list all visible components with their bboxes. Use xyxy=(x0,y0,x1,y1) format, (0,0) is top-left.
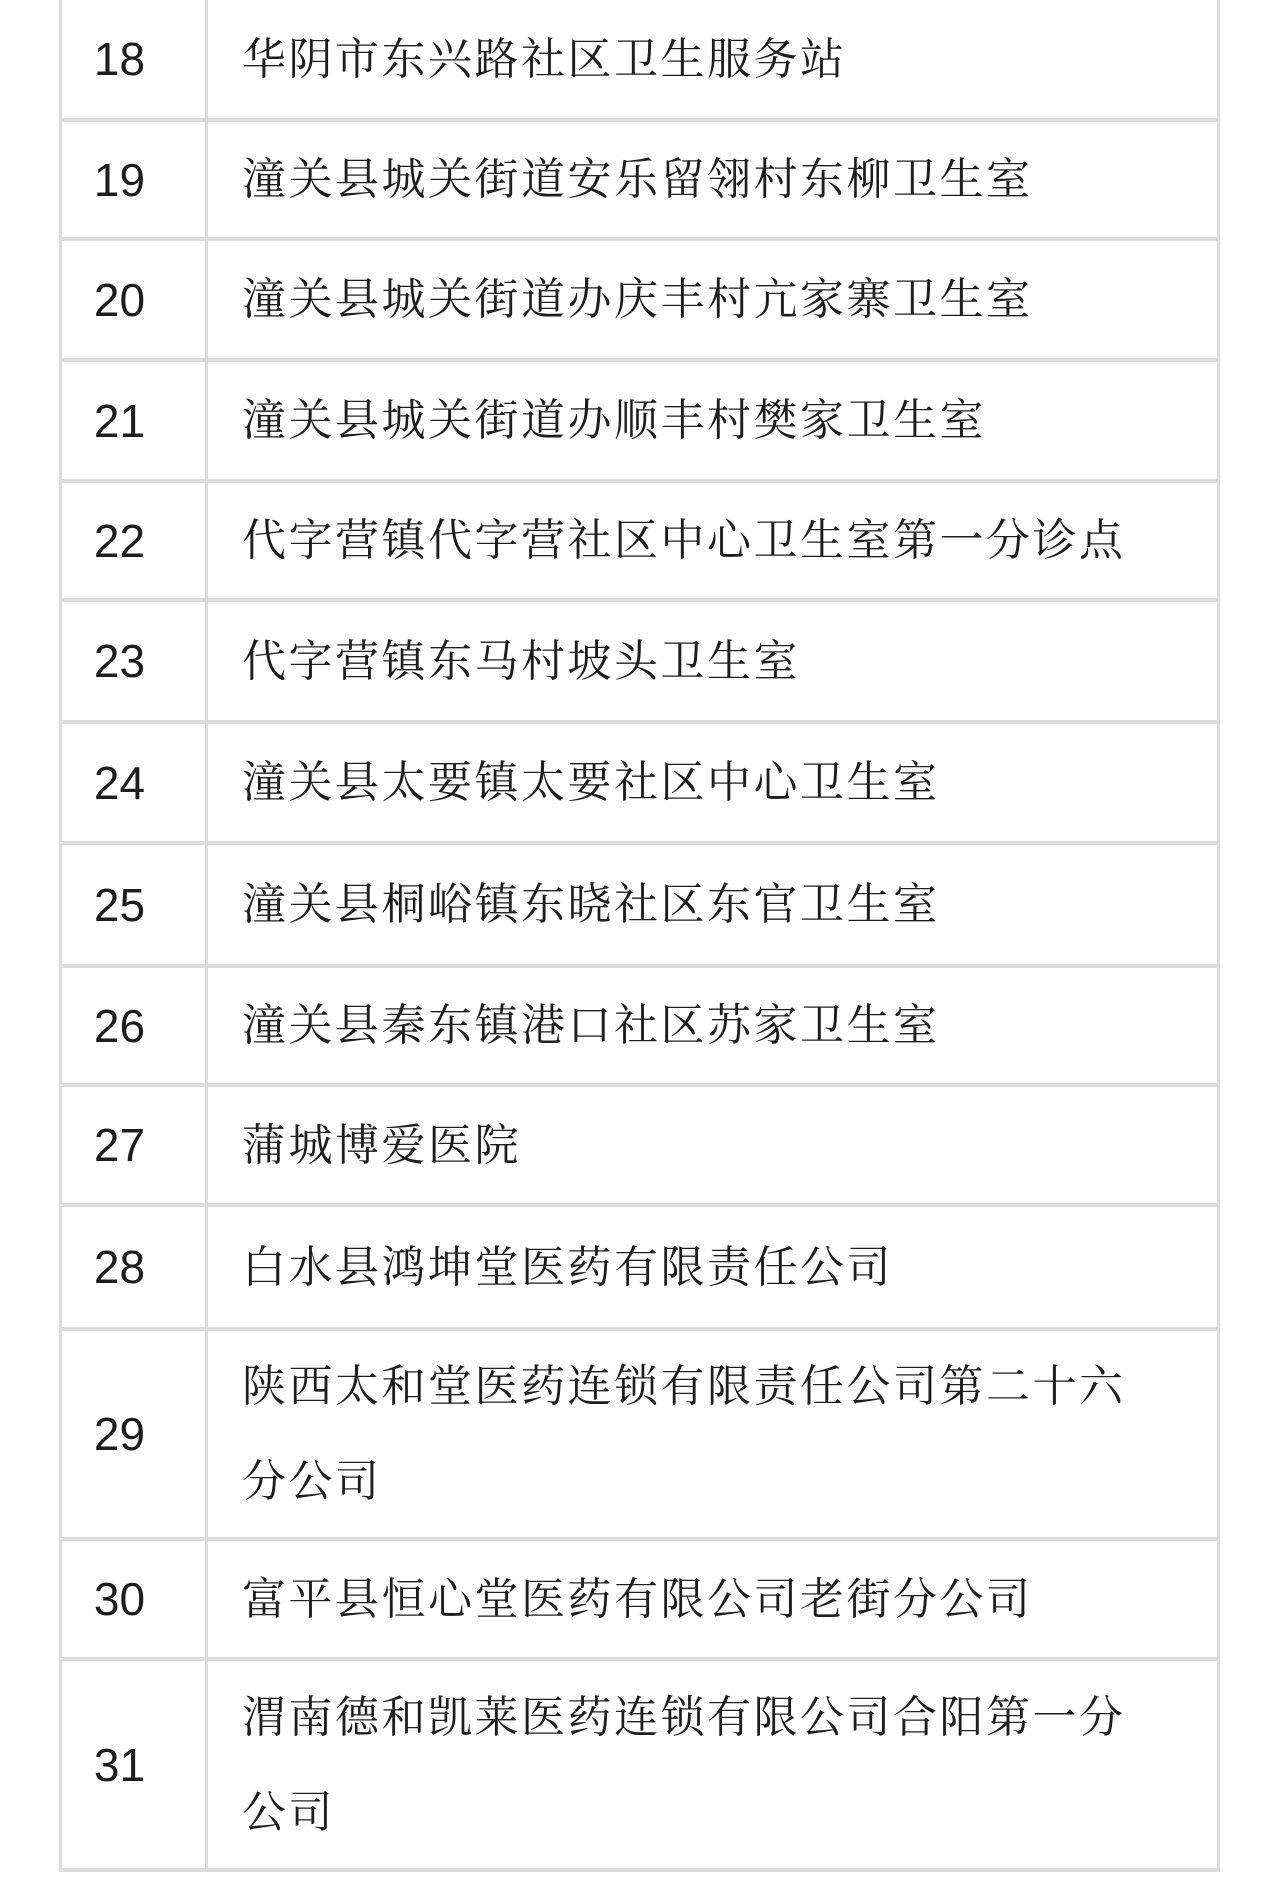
institution-name: 白水县鸿坤堂医药有限责任公司 xyxy=(242,1242,893,1292)
table-row xyxy=(62,720,1217,841)
row-number: 20 xyxy=(62,241,208,358)
table-row xyxy=(62,1537,1217,1657)
table-row xyxy=(62,1083,1217,1203)
institution-name: 潼关县桐峪镇东晓社区东官卫生室 xyxy=(242,880,940,929)
table-row xyxy=(62,1327,1217,1537)
institution-name: 潼关县城关街道安乐留翎村东柳卫生室 xyxy=(242,155,1033,204)
institution-name: 渭南德和凯莱医药连锁有限公司合阳第一分公司 xyxy=(242,1692,1126,1837)
institution-name: 蒲城博爱医院 xyxy=(242,1120,521,1170)
institution-name: 潼关县太要镇太要社区中心卫生室 xyxy=(242,758,940,807)
institution-name: 华阴市东兴路社区卫生服务站 xyxy=(242,34,847,84)
row-number: 18 xyxy=(62,0,208,118)
table-row xyxy=(62,237,1217,358)
row-number: 30 xyxy=(62,1541,208,1657)
table-row xyxy=(62,118,1217,237)
institution-table xyxy=(59,0,1220,1872)
institution-name: 潼关县城关街道办庆丰村亢家寨卫生室 xyxy=(242,275,1033,324)
institution-name: 代字营镇代字营社区中心卫生室第一分诊点 xyxy=(242,516,1126,565)
table-row xyxy=(62,598,1217,720)
row-number: 19 xyxy=(62,122,208,237)
institution-name: 潼关县秦东镇港口社区苏家卫生室 xyxy=(242,1001,940,1050)
table-row xyxy=(62,0,1217,118)
row-number: 23 xyxy=(62,602,208,720)
row-number: 27 xyxy=(62,1087,208,1203)
table-row xyxy=(62,964,1217,1083)
row-number: 31 xyxy=(62,1661,208,1868)
row-number: 29 xyxy=(62,1331,208,1537)
institution-name: 潼关县城关街道办顺丰村樊家卫生室 xyxy=(242,396,986,445)
table-row xyxy=(62,358,1217,479)
institution-name: 富平县恒心堂医药有限公司老街分公司 xyxy=(242,1574,1033,1624)
row-number: 22 xyxy=(62,483,208,598)
table-row xyxy=(62,1203,1217,1327)
institution-name: 代字营镇东马村坡头卫生室 xyxy=(242,636,800,686)
row-number: 21 xyxy=(62,362,208,479)
table-row xyxy=(62,1657,1217,1868)
table-row xyxy=(62,841,1217,964)
row-number: 26 xyxy=(62,968,208,1083)
row-number: 28 xyxy=(62,1207,208,1327)
table-row xyxy=(62,479,1217,598)
row-number: 25 xyxy=(62,845,208,964)
row-number: 24 xyxy=(62,724,208,841)
institution-name: 陕西太和堂医药连锁有限责任公司第二十六分公司 xyxy=(242,1362,1126,1506)
